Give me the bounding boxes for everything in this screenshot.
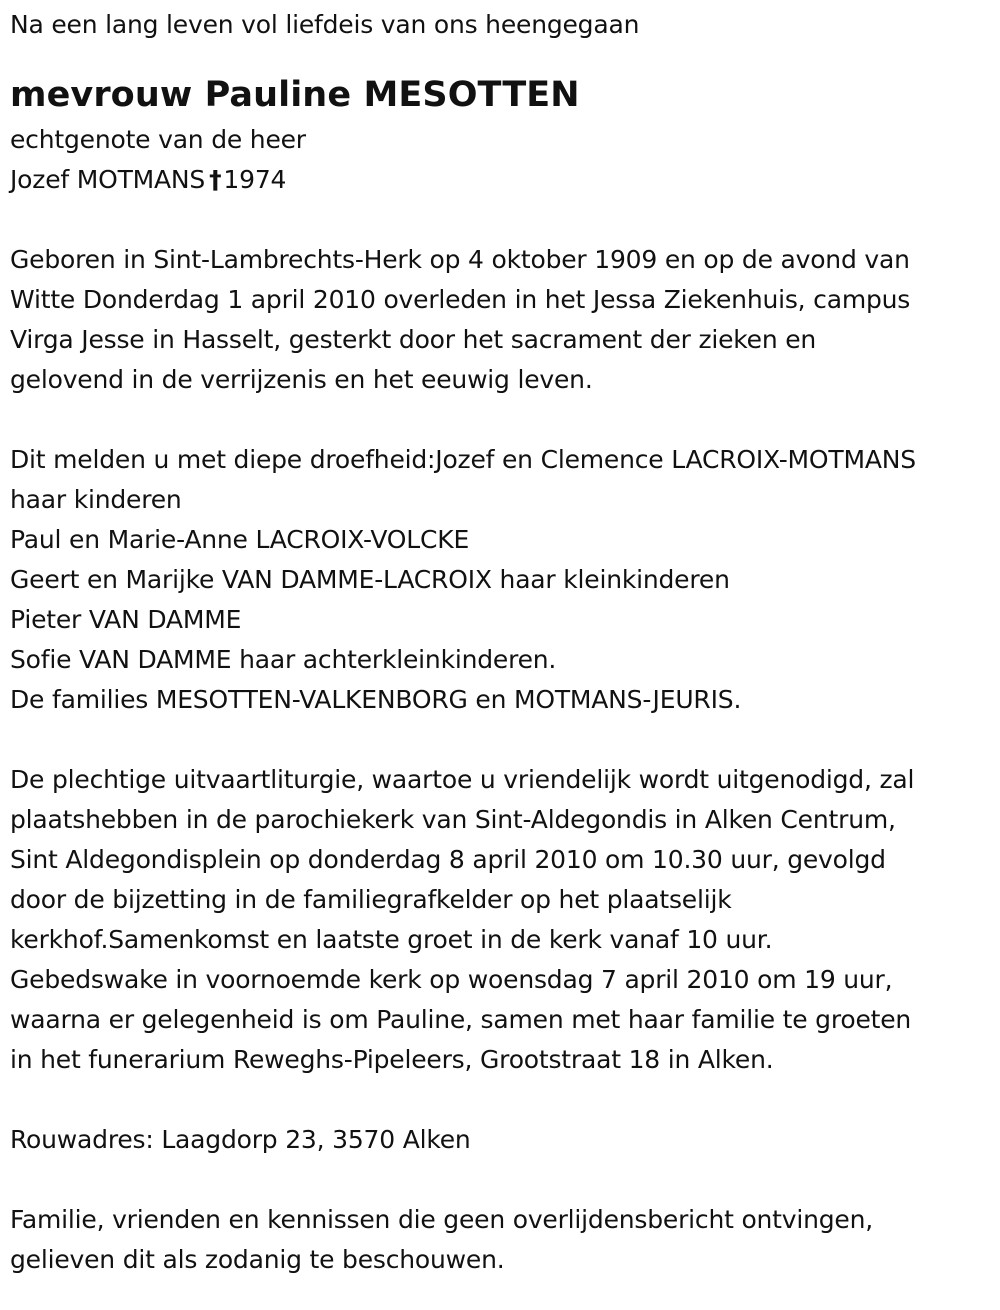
family-line: haar kinderen xyxy=(10,485,182,514)
funeral-line: door de bijzetting in de familiegrafkelder op het plaatselijk xyxy=(10,885,732,914)
paragraph-line: Witte Donderdag 1 april 2010 overleden in het Jessa Ziekenhuis, campus xyxy=(10,285,911,314)
paragraph-line: Virga Jesse in Hasselt, gesterkt door het sacrament der zieken en xyxy=(10,325,817,354)
family-paragraph xyxy=(10,440,990,720)
family-line: Pieter VAN DAMME xyxy=(10,605,242,634)
family-line: De families MESOTTEN-VALKENBORG en MOTMANS-JEURIS. xyxy=(10,685,742,714)
family-line: Geert en Marijke VAN DAMME-LACROIX haar kleinkinderen xyxy=(10,565,730,594)
funeral-line: De plechtige uitvaartliturgie, waartoe u vriendelijk wordt uitgenodigd, zal xyxy=(10,765,915,794)
funeral-line: waarna er gelegenheid is om Pauline, samen met haar familie te groeten xyxy=(10,1005,912,1034)
mourning-address: Rouwadres: Laagdorp 23, 3570 Alken xyxy=(10,1125,471,1154)
funeral-line: Sint Aldegondisplein op donderdag 8 april 2010 om 10.30 uur, gevolgd xyxy=(10,845,886,874)
spouse-death-year: 1974 xyxy=(223,165,287,194)
family-line: Paul en Marie-Anne LACROIX-VOLCKE xyxy=(10,525,470,554)
funeral-line: kerkhof.Samenkomst en laatste groet in de kerk vanaf 10 uur. xyxy=(10,925,773,954)
closing-line: gelieven dit als zodanig te beschouwen. xyxy=(10,1245,505,1274)
spacer xyxy=(10,1080,990,1120)
funeral-line: in het funerarium Reweghs-Pipeleers, Grootstraat 18 in Alken. xyxy=(10,1045,774,1074)
funeral-line: plaatshebben in de parochiekerk van Sint-Aldegondis in Alken Centrum, xyxy=(10,805,896,834)
deceased-name: mevrouw Pauline MESOTTEN xyxy=(10,75,580,115)
paragraph-line: gelovend in de verrijzenis en het eeuwig leven. xyxy=(10,365,593,394)
funeral-line: Gebedswake in voornoemde kerk op woensdag 7 april 2010 om 19 uur, xyxy=(10,965,893,994)
spacer xyxy=(10,200,990,240)
family-line: Dit melden u met diepe droefheid:Jozef en Clemence LACROIX-MOTMANS xyxy=(10,445,916,474)
spouse-line: echtgenote van de heer xyxy=(10,125,306,154)
spacer xyxy=(10,720,990,760)
family-line: Sofie VAN DAMME haar achterkleinkinderen. xyxy=(10,645,557,674)
cross-icon: † xyxy=(209,165,222,194)
closing-line: Familie, vrienden en kennissen die geen overlijdensbericht ontvingen, xyxy=(10,1205,874,1234)
spouse-name-line xyxy=(10,160,990,200)
spouse-name: Jozef MOTMANS xyxy=(10,165,206,194)
birth-death-paragraph xyxy=(10,240,990,400)
funeral-paragraph xyxy=(10,760,990,1080)
spacer xyxy=(10,1160,990,1200)
intro-text: Na een lang leven vol liefdeis van ons heengegaan xyxy=(10,10,640,39)
paragraph-line: Geboren in Sint-Lambrechts-Herk op 4 oktober 1909 en op de avond van xyxy=(10,245,910,274)
spacer xyxy=(10,400,990,440)
closing-paragraph xyxy=(10,1200,990,1280)
